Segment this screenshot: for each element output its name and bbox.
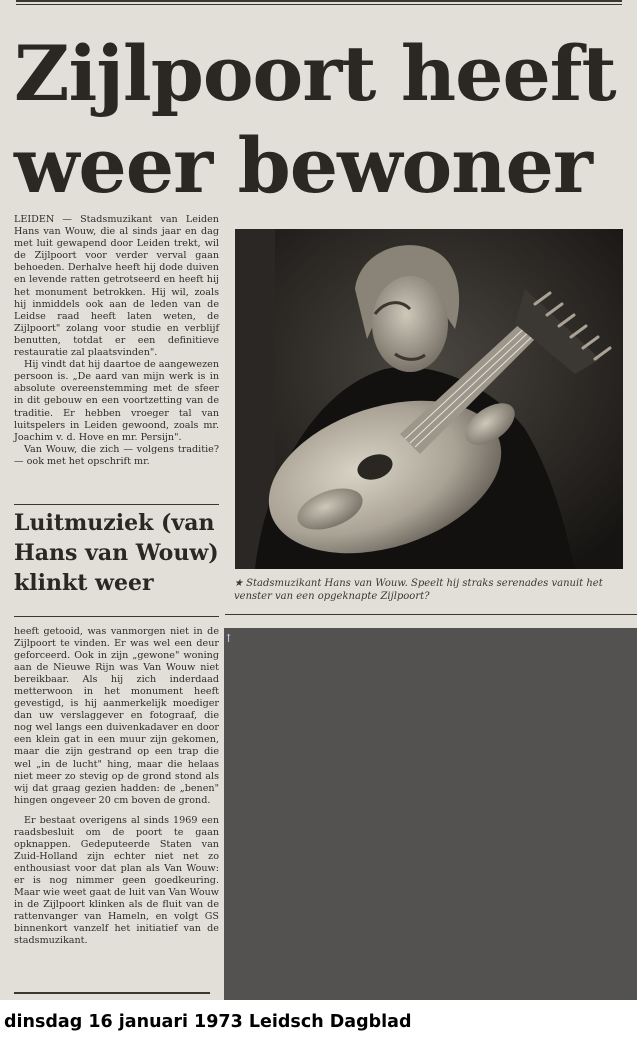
cropped-dark-area [224, 628, 637, 1000]
footer-date-source: dinsdag 16 januari 1973 Leidsch Dagblad [4, 1012, 412, 1032]
subhead-line-2: Hans van Wouw) [14, 540, 219, 566]
headline-line-2: weer bewoner [14, 121, 592, 210]
article-paragraph-1: LEIDEN — Stadsmuzikant van Leiden Hans van Wouw, die al sinds jaar en dag met luit gewapend door Leiden trekt, wil de Zijlpoort voor verder verval gaan behoeden. Derhalve heeft hij dode duiven en levende ratten getrotseerd en heeft hij het monument betrokken. Hij wil, zoals hij inmiddels ook aan de leden van de Leidse raad heeft laten weten, de Zijlpoort" zolang voor studie en verblijf benutten, totdat er een definitieve restauratie zal plaatsvinden". [14, 214, 219, 359]
caption-rule [225, 614, 637, 615]
headline [14, 28, 624, 212]
photo-musician-with-lute [235, 229, 623, 569]
headline-line-1: Zijlpoort heeft [14, 29, 616, 118]
article-paragraph-3: Van Wouw, die zich — volgens traditie? — ook met het opschrift mr. [14, 443, 219, 467]
photo-caption: ★ Stadsmuzikant Hans van Wouw. Speelt hij straks serenades vanuit het venster van een opgeknapte Zijlpoort? [234, 578, 603, 602]
top-rule [16, 0, 622, 2]
article-continued-1: heeft getooid, was vanmorgen niet in de Zijlpoort te vinden. Er was wel een deur geforceerd. Ook in zijn „gewone" woning aan de Nieuwe Rijn was Van Wouw niet bereikbaar. Als hij zich inderdaad metterwoon in het monument heeft gevestigd, is hij aanmerkelijk moediger dan uw verslaggever en fotograaf, die nog wel langs een duivenkadaver en door een klein gat in een muur zijn gekomen, maar die zijn gestrand op een trap die wel „in de lucht" hing, maar die helaas niet meer zo stevig op de grond stond als wij dat graag gezien hadden: de „benen" hingen ongeveer 20 cm boven de grond. [14, 626, 219, 806]
top-rule-thin [16, 4, 622, 5]
bottom-rule [14, 992, 210, 994]
subhead [14, 508, 219, 598]
article-continued-2: Er bestaat overigens al sinds 1969 een raadsbesluit om de poort te gaan opknappen. Gedeputeerde Staten van Zuid-Holland zijn echter niet net zo enthousiast voor dat plan als Van Wouw: er is nog nimmer geen goedkeuring. Maar wie weet gaat de luit van Van Wouw in de Zijlpoort klinken als de fluit van de rattenvanger van Hameln, en volgt GS binnenkort vanzelf het initiatief van de stadsmuzikant. [14, 814, 219, 947]
subhead-top-rule [14, 504, 219, 505]
subhead-line-1: Luitmuziek (van [14, 510, 215, 536]
subhead-bottom-rule [14, 616, 219, 617]
article-paragraph-2: Hij vindt dat hij daartoe de aangewezen persoon is. „De aard van mijn werk is in absolute overeenstemming met de sfeer in dit gebouw en een voortzetting van de traditie. Er hebben vroeger tal van luitspelers in Leiden gewoond, zoals mr. Joachim v. d. Hove en mr. Persijn". [14, 359, 219, 443]
article-column-top [14, 214, 219, 468]
subhead-line-3: klinkt weer [14, 570, 154, 596]
article-column-bottom [14, 626, 219, 955]
arrow-marker: ↑ [224, 632, 234, 645]
lute-player-illustration [235, 229, 623, 569]
